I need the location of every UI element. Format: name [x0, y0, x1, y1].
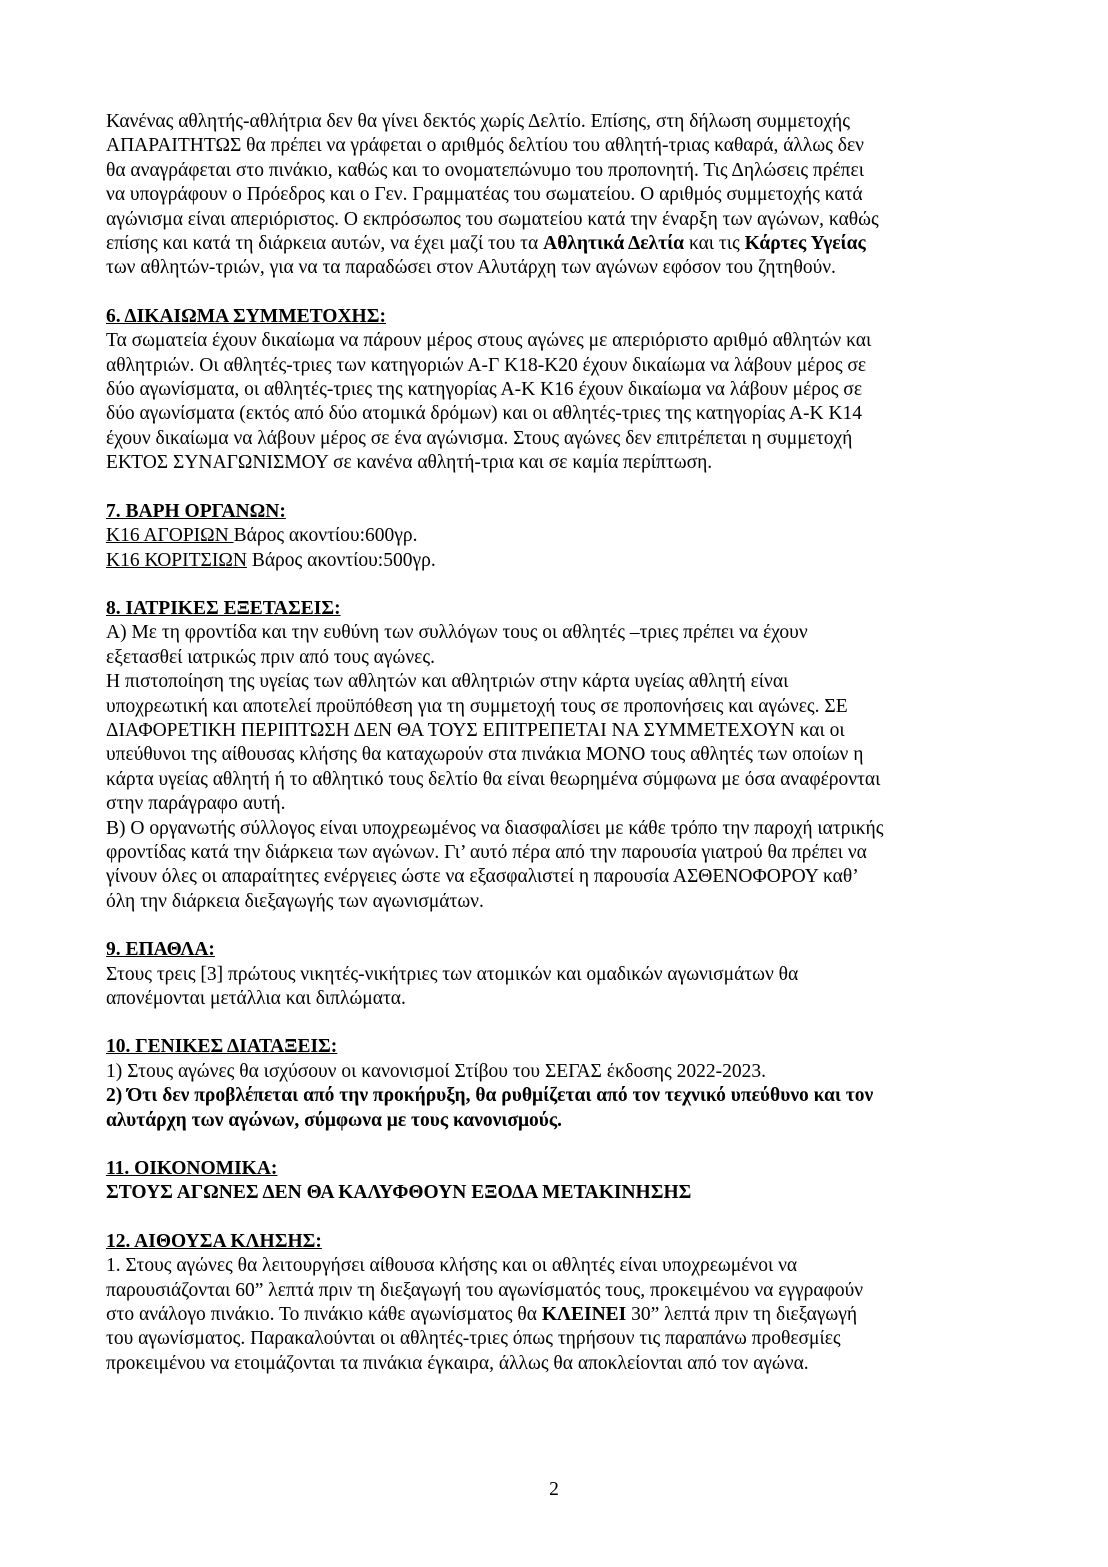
bold-text-health-cards: Κάρτες Υγείας [744, 233, 866, 255]
section-9 [106, 938, 1006, 1011]
text-line: να υπογράφουν ο Πρόεδρος και ο Γεν. Γραμματέας του σωματείου. Ο αριθμός συμμετοχής κατά [106, 184, 863, 206]
text-line: Κανένας αθλητής-αθλήτρια δεν θα γίνει δεκτός χωρίς Δελτίο. Επίσης, στη δήλωση συμμετοχής [106, 111, 850, 132]
girls-value: Βάρος ακοντίου:500γρ. [246, 549, 436, 571]
section-12 [106, 1230, 1006, 1376]
text-line: θα αναγράφεται στο πινάκιο, καθώς και το ονοματεπώνυμο του προπονητή. Τις Δηλώσεις πρέπει [106, 159, 864, 181]
text-line: έχουν δικαίωμα να λάβουν μέρος σε ένα αγώνισμα. Στους αγώνες δεν επιτρέπεται η συμμετοχή [106, 427, 853, 449]
section-10-heading: 10. ΓΕΝΙΚΕΣ ΔΙΑΤΑΞΕΙΣ: [106, 1036, 338, 1058]
text-line: στην παράγραφο αυτή. [106, 793, 286, 815]
text-line: 1) Στους αγώνες θα ισχύσουν οι κανονισμοί Στίβου του ΣΕΓΑΣ έκδοσης 2022-2023. [106, 1060, 766, 1082]
section-8-heading: 8. ΙΑΤΡΙΚΕΣ ΕΞΕΤΑΣΕΙΣ: [106, 597, 341, 619]
section-11 [106, 1157, 1006, 1206]
text-line: παρουσιάζονται 60” λεπτά πριν τη διεξαγωγή του αγωνίσματός τους, προκειμένου να εγγραφούν [106, 1279, 864, 1301]
text-line: υποχρεωτική και αποτελεί προϋπόθεση για τη συμμετοχή τους σε προπονήσεις και αγώνες. ΣΕ [106, 695, 848, 717]
text-line: Α) Με τη φροντίδα και την ευθύνη των συλλόγων τους οι αθλητές –τριες πρέπει να έχουν [106, 622, 808, 644]
section-12-heading: 12. ΑΙΘΟΥΣΑ ΚΛΗΣΗΣ: [106, 1230, 322, 1252]
text-line: όλη την διάρκεια διεξαγωγής των αγωνισμάτων. [106, 890, 484, 912]
bold-text-athletic-cards: Αθλητικά Δελτία [543, 233, 685, 255]
text-line: αθλητριών. Οι αθλητές-τριες των κατηγοριών Α-Γ Κ18-Κ20 έχουν δικαίωμα να λάβουν μέρος σε [106, 354, 867, 376]
text-run: επίσης και κατά τη διάρκεια αυτών, να έχει μαζί του τα [106, 233, 544, 255]
text-line: φροντίδας κατά την διάρκεια των αγώνων. Γι’ αυτό πέρα από την παρουσία γιατρού θα πρέπει να [106, 841, 867, 863]
text-line [106, 1303, 1006, 1327]
section-6-heading: 6. ΔΙΚΑΙΩΜΑ ΣΥΜΜΕΤΟΧΗΣ: [106, 305, 386, 327]
text-line: Β) Ο οργανωτής σύλλογος είναι υποχρεωμένος να διασφαλίσει με κάθε τρόπο την παροχή ιατρικής [106, 817, 884, 839]
text-line [106, 549, 1006, 573]
text-line: εξετασθεί ιατρικώς πριν από τους αγώνες. [106, 646, 435, 668]
text-run: στο ανάλογο πινάκιο. Το πινάκιο κάθε αγωνίσματος θα [106, 1304, 542, 1326]
bold-text-closes: ΚΛΕΙΝΕΙ [541, 1304, 627, 1326]
section-6 [106, 305, 1006, 476]
section-8 [106, 597, 1006, 914]
text-line [106, 232, 1006, 256]
text-line: ΔΙΑΦΟΡΕΤΙΚΗ ΠΕΡΙΠΤΩΣΗ ΔΕΝ ΘΑ ΤΟΥΣ ΕΠΙΤΡΕΠΕΤΑΙ ΝΑ ΣΥΜΜΕΤΕΧΟΥΝ και οι [106, 719, 845, 741]
text-line: δύο αγωνίσματα (εκτός από δύο ατομικά δρόμων) και οι αθλητές-τριες της κατηγορίας Α-Κ Κ14 [106, 403, 863, 425]
intro-paragraph [106, 110, 1006, 281]
boys-value: Βάρος ακοντίου:600γρ. [233, 525, 418, 547]
text-run: και τις [684, 233, 745, 255]
text-line: απονέμονται μετάλλια και διπλώματα. [106, 988, 406, 1009]
boys-label: Κ16 ΑΓΟΡΙΩΝ [106, 525, 234, 547]
text-line: ΕΚΤΟΣ ΣΥΝΑΓΩΝΙΣΜΟΥ σε κανένα αθλητή-τρια και σε καμία περίπτωση. [106, 452, 713, 474]
text-line: Η πιστοποίηση της υγείας των αθλητών και αθλητριών στην κάρτα υγείας αθλητή είναι [106, 671, 789, 693]
page-number: 2 [549, 1479, 559, 1500]
text-line: δύο αγωνίσματα, οι αθλητές-τριες της κατηγορίας Α-Κ Κ16 έχουν δικαίωμα να λάβουν μέρος σε [106, 379, 863, 401]
text-run: 30” λεπτά πριν τη διεξαγωγή [626, 1304, 858, 1326]
text-line: υπεύθυνοι της αίθουσας κλήσης θα καταχωρούν στα πινάκια ΜΟΝΟ τους αθλητές των οποίων η [106, 744, 864, 766]
text-line: των αθλητών-τριών, για να τα παραδώσει στον Αλυτάρχη των αγώνων εφόσον του ζητηθούν. [106, 257, 836, 279]
text-line: προκειμένου να ετοιμάζονται τα πινάκια έγκαιρα, άλλως θα αποκλείονται από τον αγώνα. [106, 1352, 809, 1374]
text-line: κάρτα υγείας αθλητή ή το αθλητικό τους δελτίο θα είναι θεωρημένα σύμφωνα με όσα αναφέρονται [106, 768, 881, 790]
text-line [106, 524, 1006, 548]
section-9-heading: 9. ΕΠΑΘΛΑ: [106, 939, 215, 961]
section-11-heading: 11. ΟΙΚΟΝΟΜΙΚΑ: [106, 1158, 278, 1180]
girls-label: Κ16 ΚΟΡΙΤΣΙΩΝ [106, 549, 247, 571]
section-7-heading: 7. ΒΑΡΗ ΟΡΓΑΝΩΝ: [106, 500, 286, 522]
document-page [106, 110, 1006, 1376]
bold-text-line: αλυτάρχη των αγώνων, σύμφωνα με τους κανονισμούς. [106, 1109, 562, 1131]
text-line: Στους τρεις [3] πρώτους νικητές-νικήτριες των ατομικών και ομαδικών αγωνισμάτων θα [106, 963, 799, 985]
text-line: γίνουν όλες οι απαραίτητες ενέργειες ώστε να εξασφαλιστεί η παρουσία ΑΣΘΕΝΟΦΟΡΟΥ καθ’ [106, 866, 859, 888]
bold-text-line: ΣΤΟΥΣ ΑΓΩΝΕΣ ΔΕΝ ΘΑ ΚΑΛΥΦΘΟΥΝ ΕΞΟΔΑ ΜΕΤΑΚΙΝΗΣΗΣ [106, 1182, 692, 1204]
section-10 [106, 1035, 1006, 1133]
text-line: ΑΠΑΡΑΙΤΗΤΩΣ θα πρέπει να γράφεται ο αριθμός δελτίου του αθλητή-τριας καθαρά, άλλως δεν [106, 135, 864, 157]
text-line: του αγωνίσματος. Παρακαλούνται οι αθλητές-τριες όπως τηρήσουν τις παραπάνω προθεσμίες [106, 1328, 841, 1350]
section-7 [106, 500, 1006, 573]
text-line: Τα σωματεία έχουν δικαίωμα να πάρουν μέρος στους αγώνες με απεριόριστο αριθμό αθλητών και [106, 330, 872, 352]
bold-text-line: 2) Ότι δεν προβλέπεται από την προκήρυξη, θα ρυθμίζεται από τον τεχνικό υπεύθυνο και τον [106, 1085, 874, 1107]
text-line: 1. Στους αγώνες θα λειτουργήσει αίθουσα κλήσης και οι αθλητές είναι υποχρεωμένοι να [106, 1255, 798, 1277]
text-line: αγώνισμα είναι απεριόριστος. Ο εκπρόσωπος του σωματείου κατά την έναρξη των αγώνων, καθώς [106, 208, 879, 230]
